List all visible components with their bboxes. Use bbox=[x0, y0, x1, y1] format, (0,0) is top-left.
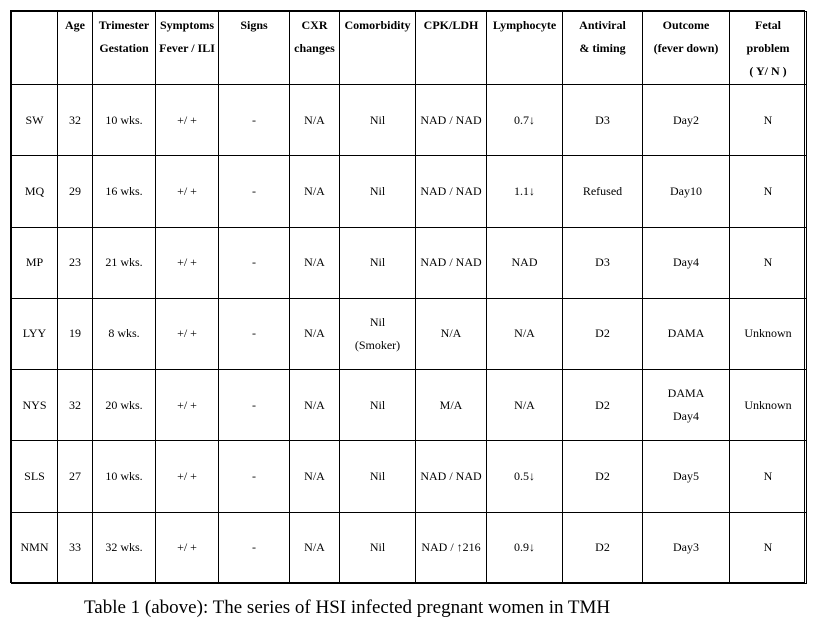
cell-age bbox=[58, 441, 93, 512]
cell-fetal-problem bbox=[730, 227, 807, 298]
cell-text: 23 bbox=[69, 255, 81, 270]
cell-text: N/A bbox=[304, 326, 325, 341]
cell-text: M/A bbox=[439, 397, 463, 412]
cell-outcome bbox=[643, 512, 730, 583]
cell-signs bbox=[219, 512, 290, 583]
cell-age bbox=[58, 512, 93, 583]
cell-text: 8 wks. bbox=[108, 326, 140, 341]
header-signs bbox=[219, 12, 290, 85]
cell-gestation bbox=[93, 227, 156, 298]
cell-signs bbox=[219, 85, 290, 156]
cell-text: NYS bbox=[22, 397, 47, 412]
cell-text: 32 wks. bbox=[105, 540, 143, 555]
cell-text: N bbox=[763, 112, 773, 127]
cell-text: - bbox=[252, 112, 256, 127]
cell-antiviral bbox=[563, 298, 643, 369]
cell-antiviral bbox=[563, 156, 643, 227]
cell-fetal-problem bbox=[730, 85, 807, 156]
cell-text: N/A bbox=[440, 326, 462, 341]
cell-outcome bbox=[643, 227, 730, 298]
cell-text: 0.7↓ bbox=[514, 112, 535, 127]
cell-gestation bbox=[93, 441, 156, 512]
table-row bbox=[12, 370, 807, 441]
cell-text: Lymphocyte bbox=[492, 18, 557, 32]
cell-text: N/A bbox=[304, 397, 325, 412]
cell-age bbox=[58, 370, 93, 441]
cell-comorbidity bbox=[340, 512, 416, 583]
cell-signs bbox=[219, 156, 290, 227]
cell-cpk-ldh bbox=[416, 512, 487, 583]
patient-series-table bbox=[11, 11, 807, 584]
cell-text: +/ + bbox=[177, 183, 197, 198]
cell-cxr bbox=[290, 156, 340, 227]
cell-outcome bbox=[643, 441, 730, 512]
cell-text: SW bbox=[25, 112, 44, 127]
cell-cxr bbox=[290, 512, 340, 583]
cell-text: Day2 bbox=[673, 112, 699, 127]
cell-text: D2 bbox=[595, 397, 610, 412]
cell-text: Gestation bbox=[99, 41, 149, 55]
cell-text: - bbox=[252, 183, 256, 198]
cell-text: D2 bbox=[595, 469, 610, 484]
cell-cxr bbox=[290, 370, 340, 441]
cell-patient bbox=[12, 298, 58, 369]
cell-cpk-ldh bbox=[416, 227, 487, 298]
cell-lymphocyte bbox=[487, 441, 563, 512]
cell-text: - bbox=[252, 469, 256, 484]
cell-signs bbox=[219, 298, 290, 369]
cell-gestation bbox=[93, 156, 156, 227]
cell-text: Nil bbox=[369, 397, 386, 412]
cell-text: (Smoker) bbox=[354, 337, 401, 352]
cell-text: ( Y/ N ) bbox=[749, 64, 787, 78]
cell-antiviral bbox=[563, 370, 643, 441]
cell-comorbidity bbox=[340, 227, 416, 298]
cell-patient bbox=[12, 227, 58, 298]
cell-text: Nil bbox=[369, 314, 386, 329]
patient-table-container bbox=[10, 10, 805, 583]
cell-comorbidity bbox=[340, 370, 416, 441]
cell-antiviral bbox=[563, 85, 643, 156]
cell-text: Symptoms bbox=[159, 18, 214, 32]
cell-lymphocyte bbox=[487, 85, 563, 156]
table-row bbox=[12, 441, 807, 512]
cell-text: - bbox=[252, 397, 256, 412]
cell-text: NAD / ↑216 bbox=[421, 540, 481, 555]
cell-text: Age bbox=[65, 18, 85, 32]
cell-text: CXR bbox=[301, 18, 328, 32]
cell-fetal-problem bbox=[730, 298, 807, 369]
cell-gestation bbox=[93, 512, 156, 583]
header-comorbidity bbox=[340, 12, 416, 85]
cell-text: - bbox=[252, 255, 256, 270]
cell-text: D2 bbox=[595, 326, 610, 341]
cell-cpk-ldh bbox=[416, 370, 487, 441]
cell-text: Outcome bbox=[662, 18, 710, 32]
cell-outcome bbox=[643, 156, 730, 227]
cell-patient bbox=[12, 85, 58, 156]
cell-symptoms bbox=[156, 441, 219, 512]
cell-cxr bbox=[290, 441, 340, 512]
cell-text: 20 wks. bbox=[105, 397, 143, 412]
cell-text: NAD / NAD bbox=[420, 183, 482, 198]
cell-text: (fever down) bbox=[653, 41, 719, 55]
cell-text: Unknown bbox=[744, 397, 792, 412]
cell-fetal-problem bbox=[730, 512, 807, 583]
cell-text: NMN bbox=[20, 540, 49, 555]
cell-gestation bbox=[93, 85, 156, 156]
cell-text: N bbox=[763, 469, 773, 484]
table-body bbox=[12, 85, 807, 584]
cell-text: +/ + bbox=[177, 540, 197, 555]
cell-text: D2 bbox=[595, 540, 610, 555]
cell-text: Comorbidity bbox=[344, 18, 411, 32]
cell-symptoms bbox=[156, 227, 219, 298]
cell-text: Fetal problem bbox=[746, 18, 790, 55]
header-antiviral bbox=[563, 12, 643, 85]
header-gestation bbox=[93, 12, 156, 85]
cell-text: Signs bbox=[240, 18, 268, 32]
header-age bbox=[58, 12, 93, 85]
cell-fetal-problem bbox=[730, 441, 807, 512]
cell-text: D3 bbox=[595, 112, 610, 127]
table-header-row bbox=[12, 12, 807, 85]
header-fetal-problem bbox=[730, 12, 807, 85]
cell-antiviral bbox=[563, 441, 643, 512]
cell-text: 32 bbox=[69, 397, 81, 412]
cell-comorbidity bbox=[340, 85, 416, 156]
cell-cxr bbox=[290, 227, 340, 298]
cell-text: N/A bbox=[304, 255, 325, 270]
table-row bbox=[12, 156, 807, 227]
cell-text: SLS bbox=[24, 469, 45, 484]
cell-text: +/ + bbox=[177, 326, 197, 341]
cell-lymphocyte bbox=[487, 156, 563, 227]
cell-age bbox=[58, 298, 93, 369]
cell-fetal-problem bbox=[730, 156, 807, 227]
cell-text: D3 bbox=[595, 255, 610, 270]
header-outcome bbox=[643, 12, 730, 85]
cell-cpk-ldh bbox=[416, 441, 487, 512]
cell-text: Nil bbox=[369, 183, 386, 198]
cell-text: N/A bbox=[304, 183, 325, 198]
cell-symptoms bbox=[156, 512, 219, 583]
cell-symptoms bbox=[156, 156, 219, 227]
cell-text: 29 bbox=[69, 183, 81, 198]
table-caption: Table 1 (above): The series of HSI infected pregnant women in TMH bbox=[84, 597, 611, 618]
cell-text: MQ bbox=[24, 183, 45, 198]
cell-text: 10 wks. bbox=[105, 469, 143, 484]
cell-signs bbox=[219, 227, 290, 298]
table-row bbox=[12, 85, 807, 156]
cell-text: MP bbox=[25, 255, 44, 270]
cell-lymphocyte bbox=[487, 227, 563, 298]
cell-comorbidity bbox=[340, 298, 416, 369]
cell-text: Day4 bbox=[673, 409, 699, 424]
cell-text: 16 wks. bbox=[105, 183, 143, 198]
cell-cpk-ldh bbox=[416, 156, 487, 227]
cell-text: +/ + bbox=[177, 255, 197, 270]
cell-comorbidity bbox=[340, 156, 416, 227]
cell-text: 0.9↓ bbox=[514, 540, 535, 555]
cell-cxr bbox=[290, 85, 340, 156]
cell-cpk-ldh bbox=[416, 298, 487, 369]
cell-signs bbox=[219, 370, 290, 441]
cell-outcome bbox=[643, 298, 730, 369]
cell-text: - bbox=[252, 326, 256, 341]
cell-text: N/A bbox=[304, 540, 325, 555]
cell-patient bbox=[12, 156, 58, 227]
cell-text: NAD / NAD bbox=[420, 469, 482, 484]
cell-text: N/A bbox=[514, 326, 535, 341]
cell-text: NAD bbox=[511, 255, 538, 270]
cell-text: & timing bbox=[579, 41, 626, 55]
cell-text: NAD / NAD bbox=[420, 112, 482, 127]
cell-age bbox=[58, 227, 93, 298]
header-symptoms bbox=[156, 12, 219, 85]
cell-text: +/ + bbox=[177, 397, 197, 412]
cell-lymphocyte bbox=[487, 370, 563, 441]
cell-text: N bbox=[763, 183, 773, 198]
cell-patient bbox=[12, 512, 58, 583]
cell-outcome bbox=[643, 370, 730, 441]
cell-text: 27 bbox=[69, 469, 81, 484]
cell-outcome bbox=[643, 85, 730, 156]
cell-text: NAD / NAD bbox=[420, 255, 482, 270]
cell-lymphocyte bbox=[487, 512, 563, 583]
cell-patient bbox=[12, 441, 58, 512]
cell-age bbox=[58, 85, 93, 156]
cell-symptoms bbox=[156, 85, 219, 156]
cell-text: LYY bbox=[22, 326, 47, 341]
table-row bbox=[12, 227, 807, 298]
header-cpk-ldh bbox=[416, 12, 487, 85]
cell-text: N/A bbox=[304, 112, 325, 127]
cell-text: Refused bbox=[582, 183, 623, 198]
cell-text: Unknown bbox=[744, 326, 792, 341]
cell-text: N/A bbox=[514, 397, 535, 412]
cell-fetal-problem bbox=[730, 370, 807, 441]
table-row bbox=[12, 512, 807, 583]
cell-text: changes bbox=[294, 41, 335, 55]
cell-text: N bbox=[763, 540, 773, 555]
cell-text: DAMA bbox=[667, 326, 705, 341]
cell-text: 1.1↓ bbox=[514, 183, 535, 198]
cell-text: Nil bbox=[369, 112, 386, 127]
cell-text: Day4 bbox=[673, 255, 699, 270]
cell-comorbidity bbox=[340, 441, 416, 512]
cell-text: Trimester bbox=[98, 18, 150, 32]
cell-text: N/A bbox=[304, 469, 325, 484]
table-row bbox=[12, 298, 807, 369]
cell-text: Day10 bbox=[670, 183, 702, 198]
cell-patient bbox=[12, 370, 58, 441]
cell-antiviral bbox=[563, 512, 643, 583]
cell-text: 33 bbox=[69, 540, 81, 555]
cell-lymphocyte bbox=[487, 298, 563, 369]
cell-cpk-ldh bbox=[416, 85, 487, 156]
cell-age bbox=[58, 156, 93, 227]
cell-text: Fever / ILI bbox=[159, 41, 215, 55]
cell-antiviral bbox=[563, 227, 643, 298]
cell-gestation bbox=[93, 370, 156, 441]
cell-text: +/ + bbox=[177, 112, 197, 127]
cell-symptoms bbox=[156, 370, 219, 441]
cell-text: - bbox=[252, 540, 256, 555]
cell-text: Day5 bbox=[673, 469, 699, 484]
cell-text: Nil bbox=[369, 469, 386, 484]
header-cxr bbox=[290, 12, 340, 85]
cell-cxr bbox=[290, 298, 340, 369]
cell-symptoms bbox=[156, 298, 219, 369]
cell-text: 0.5↓ bbox=[514, 469, 535, 484]
cell-text: 32 bbox=[69, 112, 81, 127]
cell-text: 10 wks. bbox=[105, 112, 143, 127]
cell-text: 21 wks. bbox=[105, 255, 143, 270]
cell-text: +/ + bbox=[177, 469, 197, 484]
cell-text: 19 bbox=[69, 326, 81, 341]
cell-text: DAMA bbox=[667, 386, 705, 401]
cell-signs bbox=[219, 441, 290, 512]
cell-text: Day3 bbox=[673, 540, 699, 555]
cell-text: N bbox=[763, 255, 773, 270]
cell-gestation bbox=[93, 298, 156, 369]
cell-text: Antiviral bbox=[579, 18, 626, 32]
cell-text: Nil bbox=[369, 540, 386, 555]
cell-text: CPK/LDH bbox=[423, 18, 479, 32]
cell-text: Nil bbox=[369, 255, 386, 270]
header-patient bbox=[12, 12, 58, 85]
header-lymphocyte bbox=[487, 12, 563, 85]
